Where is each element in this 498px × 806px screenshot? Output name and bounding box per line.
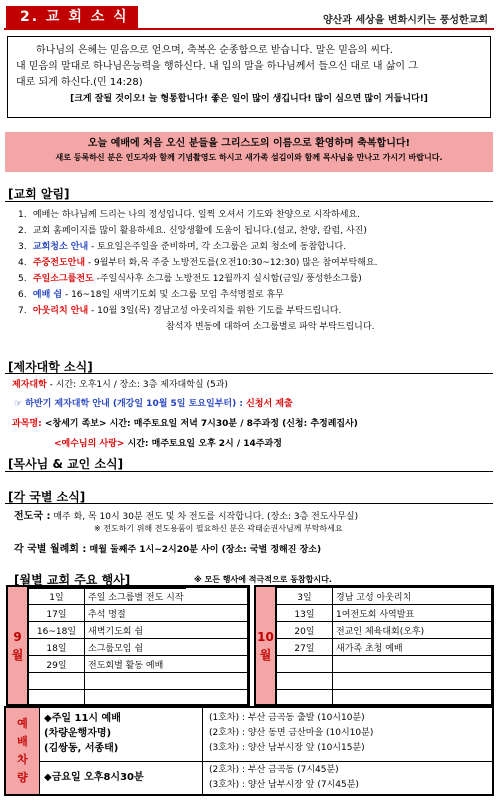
- mission-line: ※ 전도하기 위해 전도용품이 필요하신 분은 곽태순권사님께 부탁하세요: [94, 524, 343, 533]
- month-label: 10 월: [256, 587, 276, 704]
- verse-line: 내 믿음의 말대로 하나님은능력을 행하신다. 내 입의 말을 하나님께서 들으신 대로 내 삶이 그: [16, 61, 418, 72]
- mission-heading: [각 국별 소식]: [8, 490, 86, 504]
- divider: [5, 471, 493, 472]
- events-heading: [월별 교회 주요 행사]: [8, 571, 186, 589]
- list-item-continuation: 참석자 변동에 대하여 소그룹별로 파악 부탁드립니다.: [166, 322, 375, 332]
- verse-line: 하나님의 은혜는 믿음으로 얻으며, 축복은 순종함으로 받습니다. 말은 믿음의 씨다.: [36, 45, 393, 56]
- section-header: [4, 4, 494, 30]
- list-item: 7. 아웃리치 안내 - 10월 3일(목) 경남고성 아웃리치를 위한 기도를 부탁드립니다.: [18, 306, 342, 316]
- notices-list: [18, 207, 493, 335]
- divider: [5, 373, 493, 374]
- sunday-bus-row: [40, 708, 492, 762]
- table-row: 29일 전도회별 활동 예배: [29, 656, 248, 673]
- welcome-banner: [5, 132, 493, 172]
- welcome-line: 새로 등록하신 분은 인도자와 함께 기념촬영도 하시고 새가족 섬김이와 함께 목사님을 만나고 가시기 바랍니다.: [55, 153, 443, 162]
- verse-box: [7, 36, 491, 118]
- disciple-line: 제자대학 - 시간: 오후1시 / 장소: 3층 제자대학실 (5과): [12, 380, 228, 390]
- month-label: 9 월: [8, 587, 28, 704]
- events-table: [276, 587, 492, 707]
- list-item: 6. 예배 쉼 - 16~18일 새벽기도회 및 소그룹 모임 추석명절로 휴무: [18, 290, 284, 300]
- notices-heading: [교회 알림]: [8, 187, 70, 201]
- disciple-line: <예수님의 사랑> 시간: 매주토요일 오후 2시 / 14주과정: [54, 439, 282, 449]
- sunday-service: ◆주일 11시 예배 (차량운행자명) (김쌍동, 서종태): [44, 713, 121, 754]
- section-title: 2. 교 회 소 식: [6, 6, 138, 28]
- divider: [5, 503, 493, 504]
- table-row: [29, 690, 248, 707]
- list-item: 2. 교회 홈페이지를 많이 활용하세요. 신앙생활에 도움이 됩니다.(설교, 찬양, 칼럼, 사진): [18, 226, 367, 236]
- verse-emphasis: [크게 잘될 것이오! 늘 형통합니다! 좋은 일이 많이 생깁니다! 많이 심으면 많이 거둡니다!]: [70, 94, 428, 104]
- table-row: 16~18일 새벽기도회 쉼: [29, 622, 248, 639]
- events-note: ※ 모든 행사에 적극적으로 동참합시다.: [194, 575, 332, 584]
- pastor-heading: [목사님 & 교인 소식]: [8, 457, 124, 471]
- church-tagline: 양산과 세상을 변화시키는 풍성한교회: [322, 15, 488, 26]
- disciple-line: 과목명: <창세기 족보> 시간: 매주토요일 저녁 7시30분 / 8주과정 (신청: 추정례집사): [12, 419, 358, 429]
- table-row: 27일 새가족 초청 예배: [277, 639, 492, 656]
- table-row: 3일 경남 고성 아웃리치: [277, 588, 492, 605]
- list-item: 3. 교회청소 안내 - 토요일은주일을 준비하며, 각 소그룹은 교회 청소에 동참합니다.: [18, 242, 347, 252]
- list-item: 5. 주일소그룹전도 -주일식사후 소그룹 노방전도 12월까지 실시함(금일/ 풍성한소그룹): [18, 274, 362, 284]
- friday-routes: (2호차) : 부산 금곡동 (7시45분) (3호차) : 양산 남부시장 앞 (7시45분): [202, 762, 359, 794]
- table-row: [277, 656, 492, 673]
- events-table: [28, 587, 248, 707]
- table-row: 18일 소그룹모임 쉼: [29, 639, 248, 656]
- bus-schedule: [4, 706, 494, 796]
- table-row: [277, 690, 492, 707]
- list-item: 4. 주중전도안내 - 9월부터 화,목 주중 노방전도를(오전10:30~12:30) 많은 참여부탁해요.: [18, 258, 378, 268]
- table-row: 20일 전교인 체육대회(오후): [277, 622, 492, 639]
- disciple-line: ☞ 하반기 제자대학 안내 (개강일 10월 5일 토요일부터) : 신청서 제출: [14, 399, 293, 409]
- october-events: [254, 585, 494, 706]
- table-row: [277, 673, 492, 690]
- bus-label: 예 배 차 량: [6, 708, 40, 794]
- sunday-routes: (1호차) : 부산 금곡동 출발 (10시10분) (2호차) : 양산 동면 금산마을 (10시10분) (3호차) : 양산 남부시장 앞 (10시15분): [202, 708, 373, 761]
- friday-bus-row: [40, 762, 492, 794]
- friday-service: ◆금요일 오후8시30분: [44, 772, 144, 783]
- table-row: 13일 1여전도회 사역발표: [277, 605, 492, 622]
- welcome-line: 오늘 예배에 처음 오신 분들을 그리스도의 이름으로 환영하며 축복합니다!: [87, 138, 411, 149]
- table-row: 1일 주일 소그룹별 전도 시작: [29, 588, 248, 605]
- table-row: [29, 673, 248, 690]
- table-row: 17일 추석 명절: [29, 605, 248, 622]
- mission-line: 전도국 : 매주 화, 목 10시 30분 전도 및 차 전도를 시작합니다. (장소: 3층 전도사무실): [14, 511, 359, 522]
- disciple-heading: [제자대학 소식]: [8, 360, 93, 374]
- list-item: 1. 예배는 하나님께 드리는 나의 정성입니다. 일찍 오셔서 기도와 찬양으로 시작하세요.: [18, 210, 360, 220]
- divider: [5, 201, 493, 202]
- mission-line: 각 국별 월례회 : 매월 둘째주 1시~2시20분 사이 (장소: 국별 정해진 장소): [14, 544, 322, 555]
- verse-line: 대로 되게 하신다.(민 14:28): [16, 77, 143, 88]
- september-events: [6, 585, 250, 706]
